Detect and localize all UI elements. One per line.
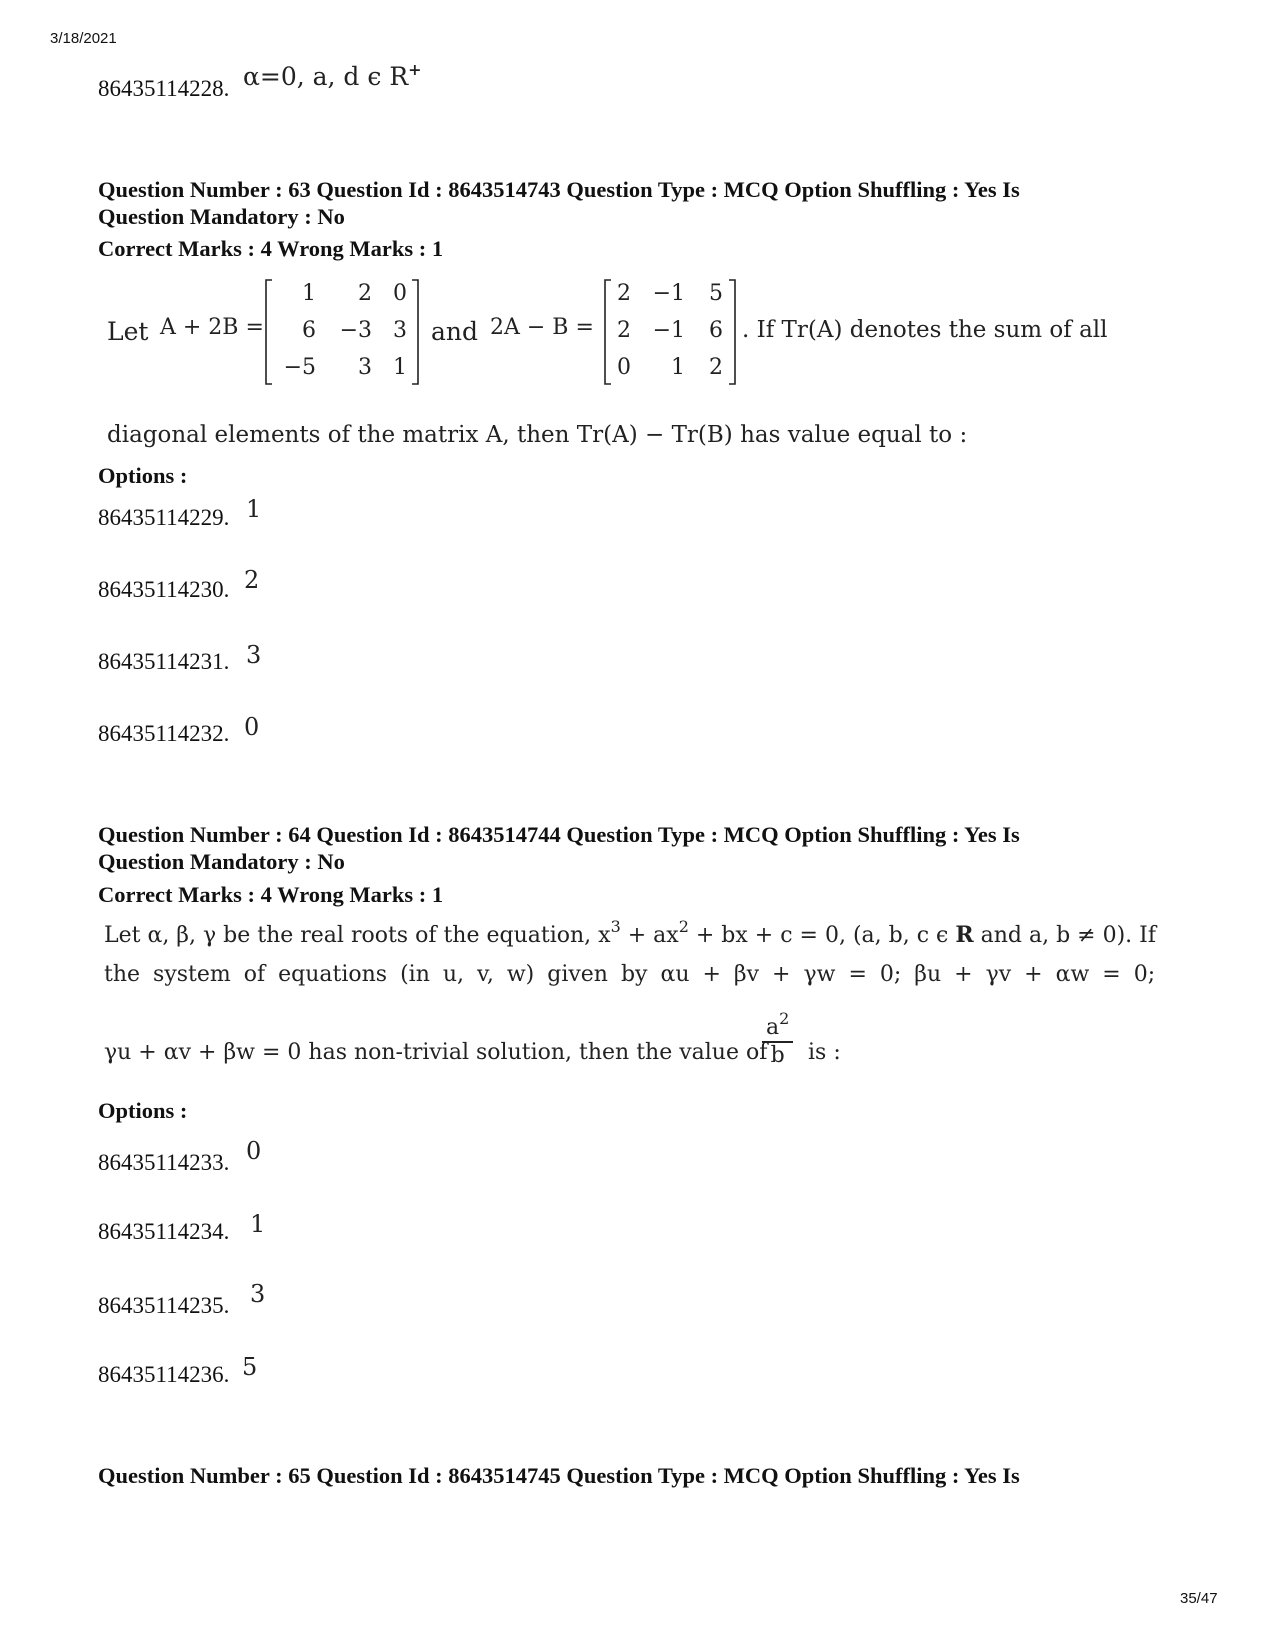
m2-cell-1-1: −1 [652,318,685,343]
q64-frac-num: a [766,1015,780,1040]
m1-cell-1-2: 3 [393,318,407,343]
q63-option-1-value: 1 [246,495,262,523]
q64-line3-a: γu + αv + βw = 0 has non-trivial solution, then the value of [104,1040,768,1065]
m1-cell-2-1: 3 [358,355,372,380]
q64-line1 [104,917,1156,948]
q64-line1-c: + bx + c = 0, (a, b, c ϵ [688,923,956,948]
q64-line1-bold: R [955,922,974,948]
q64-line1-a: Let α, β, γ be the real roots of the equation, x [104,923,611,948]
prev-option-sup: + [408,60,422,79]
page-date: 3/18/2021 [50,30,117,47]
q63-option-2-value: 2 [244,566,260,594]
q64-option-3-value: 3 [250,1280,266,1308]
q64-option-4-id: 86435114236. [98,1362,230,1387]
q64-frac-num-sup: 2 [779,1009,790,1028]
m2-cell-0-1: −1 [652,281,685,306]
q63-option-4-id: 86435114232. [98,721,230,746]
q64-line1-d: and a, b ≠ 0). If [973,923,1156,948]
m1-cell-1-0: 6 [302,318,316,343]
q63-marks: Correct Marks : 4 Wrong Marks : 1 [98,236,444,261]
q64-option-4-value: 5 [242,1353,258,1381]
q64-line3-b: is : [808,1040,841,1065]
m1-cell-0-1: 2 [358,281,372,306]
q63-option-3-value: 3 [246,641,262,669]
q64-option-1-value: 0 [246,1137,262,1165]
q65-header-line1: Question Number : 65 Question Id : 8643514745 Question Type : MCQ Option Shuffling : Yes Is [98,1463,1020,1488]
prev-option-text: α=0, a, d ϵ R [243,62,409,91]
m1-cell-2-2: 1 [393,355,407,380]
q64-options-label: Options : [98,1098,188,1123]
q63-option-1-id: 86435114229. [98,505,230,530]
q63-text-after: . If Tr(A) denotes the sum of all [742,317,1108,343]
q64-fraction [762,1009,793,1069]
m2-cell-2-2: 2 [709,355,723,380]
q63-option-2-id: 86435114230. [98,577,230,602]
m2-cell-0-2: 5 [709,281,723,306]
q64-option-2-id: 86435114234. [98,1219,230,1244]
q63-option-4-value: 0 [244,713,260,741]
q64-option-1-id: 86435114233. [98,1150,230,1175]
q63-options-label: Options : [98,463,188,488]
q63-option-3-id: 86435114231. [98,649,230,674]
q64-line1-sup1: 3 [610,917,621,936]
prev-option-id: 86435114228. [98,76,230,101]
q64-frac-den: b [770,1043,785,1068]
m2-cell-0-0: 2 [617,281,631,306]
q64-marks: Correct Marks : 4 Wrong Marks : 1 [98,882,444,907]
q64-line1-b: + ax [620,923,679,948]
page-number: 35/47 [1180,1590,1218,1607]
q63-text-and: and [431,317,479,346]
m1-cell-0-2: 0 [393,281,407,306]
q63-text-let: Let [107,317,149,346]
q63-text-line2: diagonal elements of the matrix A, then Tr(A) − Tr(B) has value equal to : [107,422,968,448]
q63-header-line1: Question Number : 63 Question Id : 8643514743 Question Type : MCQ Option Shuffling : Yes Is [98,177,1020,202]
m1-cell-1-1: −3 [339,318,372,343]
q64-header-line1: Question Number : 64 Question Id : 8643514744 Question Type : MCQ Option Shuffling : Yes Is [98,822,1020,847]
m2-cell-1-2: 6 [709,318,723,343]
m1-cell-2-0: −5 [283,355,316,380]
m2-cell-2-1: 1 [671,355,685,380]
m2-cell-1-0: 2 [617,318,631,343]
q64-line1-sup2: 2 [678,917,689,936]
q63-label-a2b: A + 2B = [160,315,264,340]
prev-option-value [243,62,422,91]
q63-header-line2: Question Mandatory : No [98,204,345,229]
q64-option-2-value: 1 [250,1210,266,1238]
q64-line2: the system of equations (in u, v, w) given by αu + βv + γw = 0; βu + γv + αw = 0; [104,962,1156,987]
q64-header-line2: Question Mandatory : No [98,849,345,874]
q63-matrix-1 [262,276,424,388]
m1-cell-0-0: 1 [302,281,316,306]
m2-cell-2-0: 0 [617,355,631,380]
q63-matrix-2 [601,276,741,388]
q64-option-3-id: 86435114235. [98,1293,230,1318]
q63-label-2ab: 2A − B = [490,315,594,340]
